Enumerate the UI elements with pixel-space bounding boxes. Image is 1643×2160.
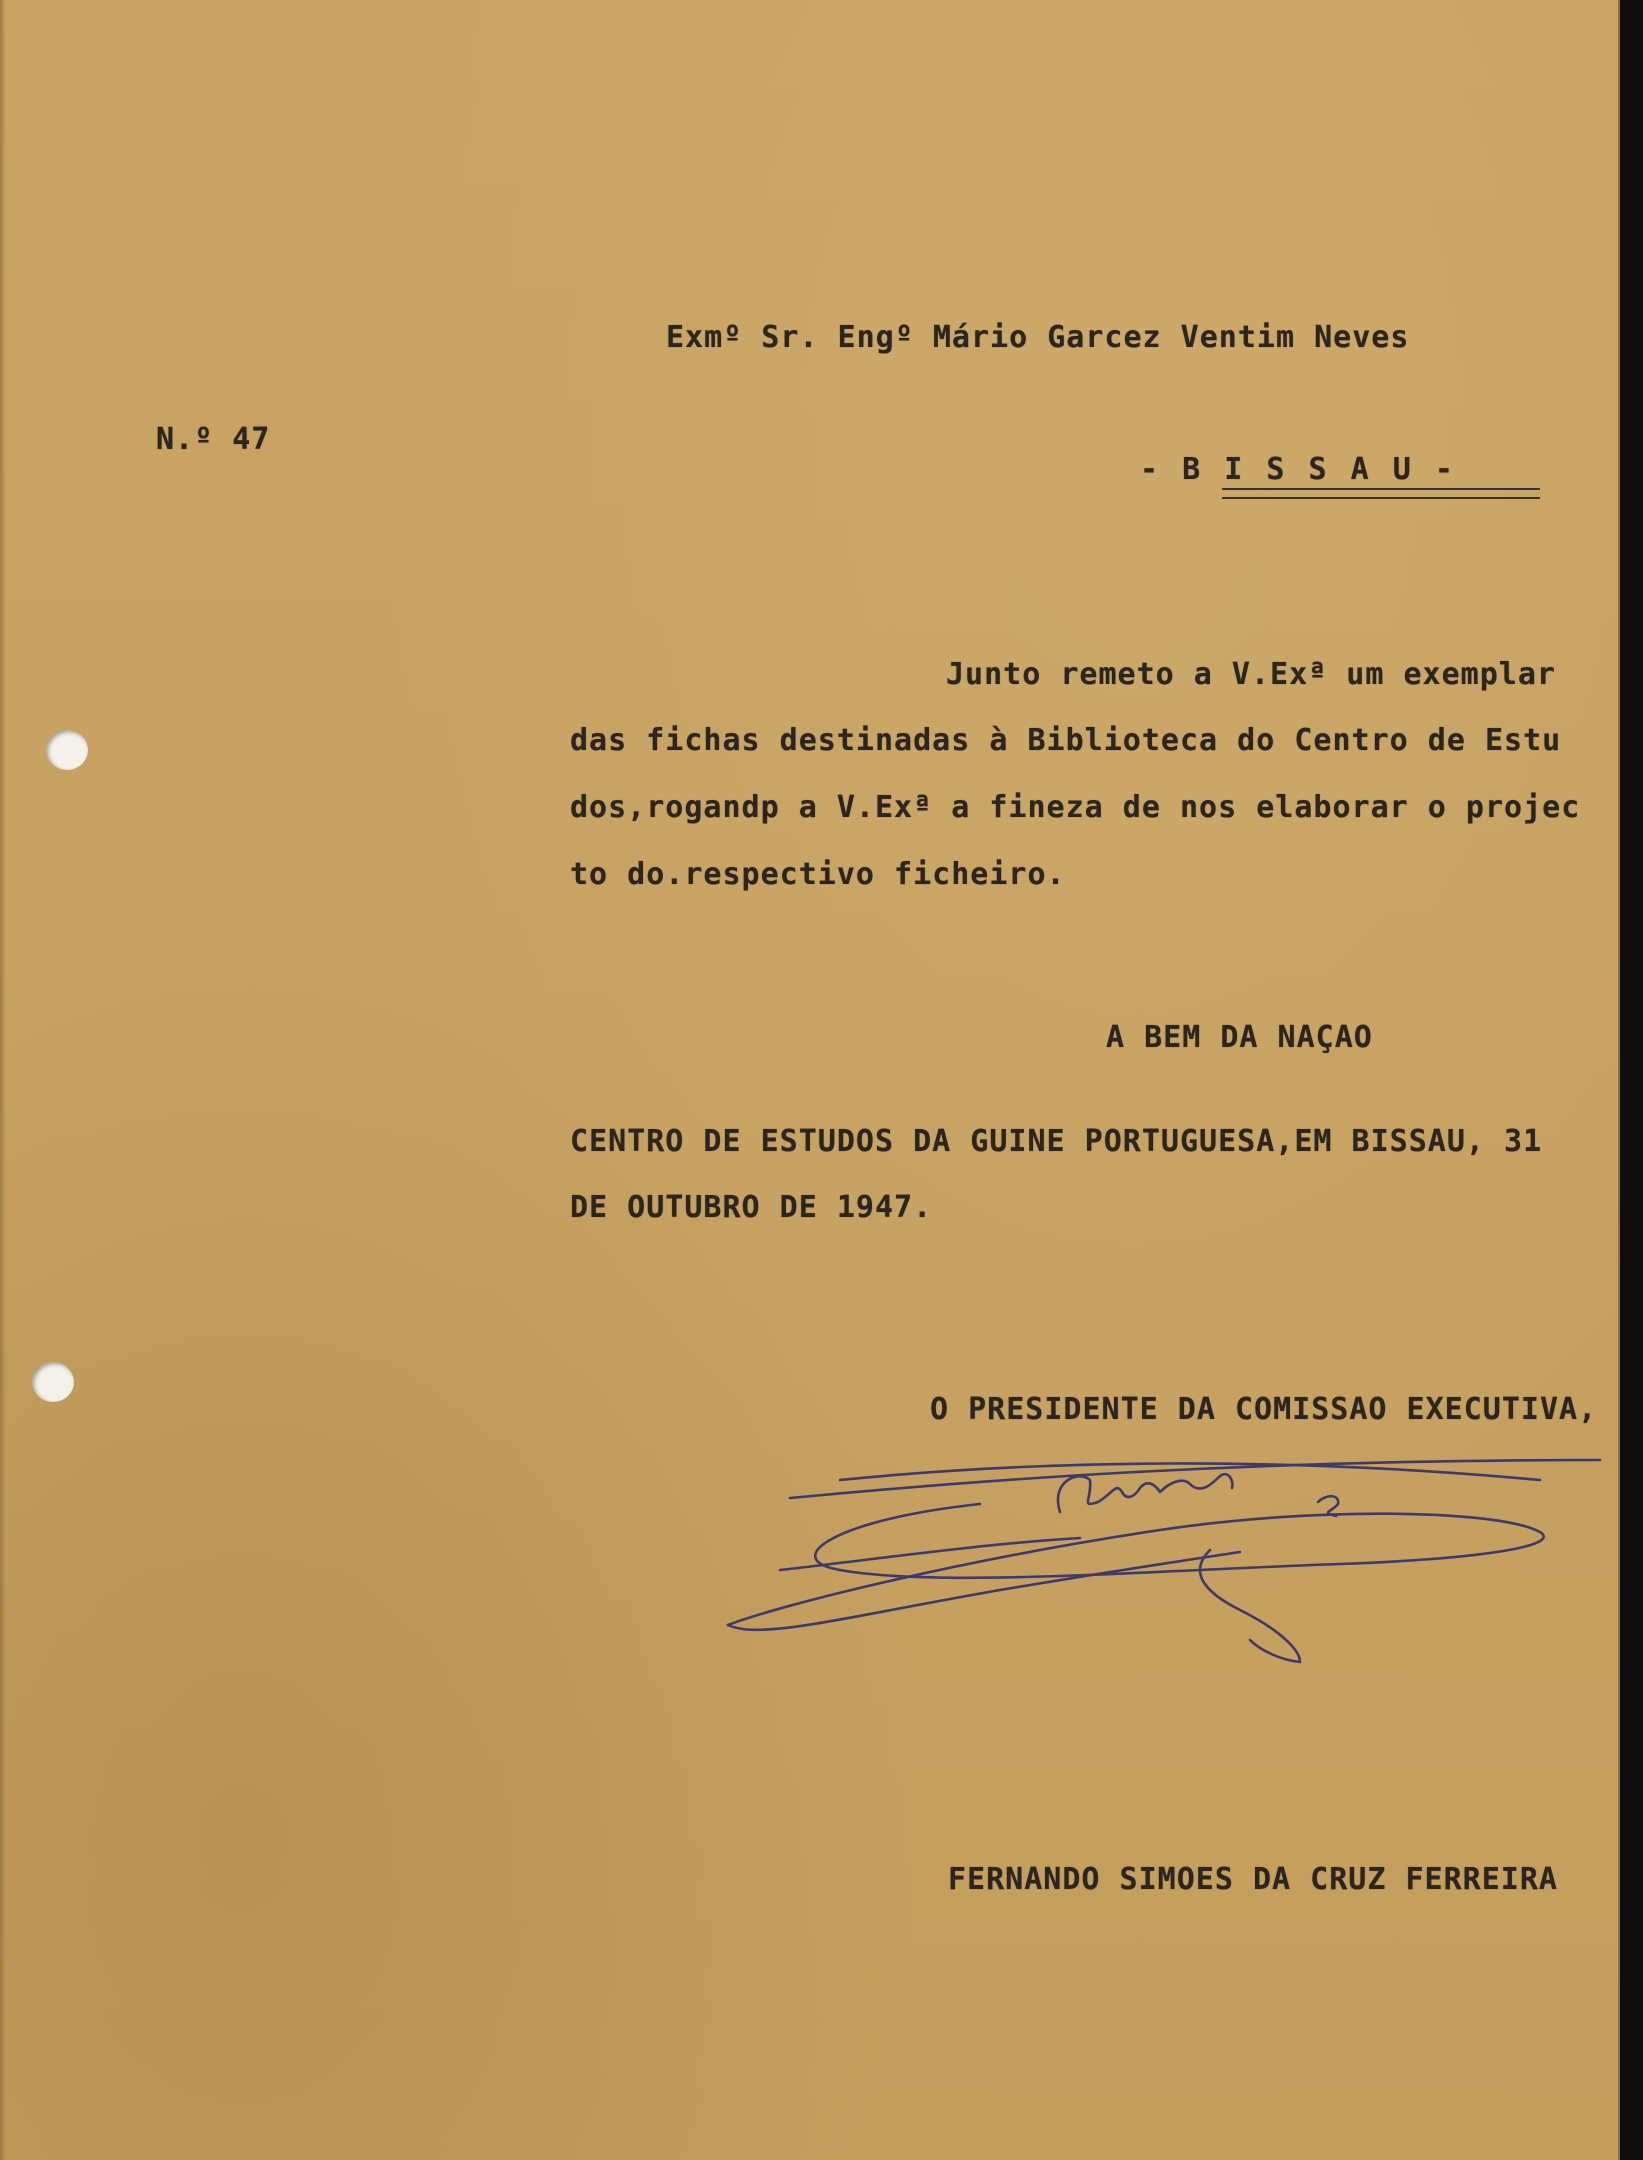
paper-left-edge: [0, 0, 6, 2160]
place-date-line-2: DE OUTUBRO DE 1947.: [570, 1190, 933, 1225]
city-double-underline: [1222, 488, 1540, 499]
signatory-role: O PRESIDENTE DA COMISSAO EXECUTIVA,: [930, 1392, 1598, 1427]
punch-hole-top: [46, 730, 88, 770]
punch-hole-bottom: [32, 1362, 74, 1402]
city-line: - B I S S A U -: [1140, 452, 1456, 487]
closing-salutation: A BEM DA NAÇAO: [1106, 1020, 1373, 1055]
body-line-3: dos,rogandp a V.Exª a fineza de nos elaborar o projec: [570, 790, 1581, 825]
body-line-1: Junto remeto a V.Exª um exemplar: [946, 657, 1556, 692]
handwritten-signature: [720, 1440, 1620, 1680]
body-line-2: das fichas destinadas à Biblioteca do Centro de Estu: [570, 723, 1562, 758]
reference-number: N.º 47: [156, 422, 271, 457]
signatory-name: FERNANDO SIMOES DA CRUZ FERREIRA: [948, 1862, 1558, 1897]
place-date-line-1: CENTRO DE ESTUDOS DA GUINE PORTUGUESA,EM BISSAU, 31: [570, 1124, 1543, 1159]
body-line-4: to do.respectivo ficheiro.: [570, 857, 1066, 892]
scan-border-right: [1620, 0, 1643, 2160]
addressee-line: Exmº Sr. Engº Mário Garcez Ventim Neves: [666, 320, 1410, 355]
